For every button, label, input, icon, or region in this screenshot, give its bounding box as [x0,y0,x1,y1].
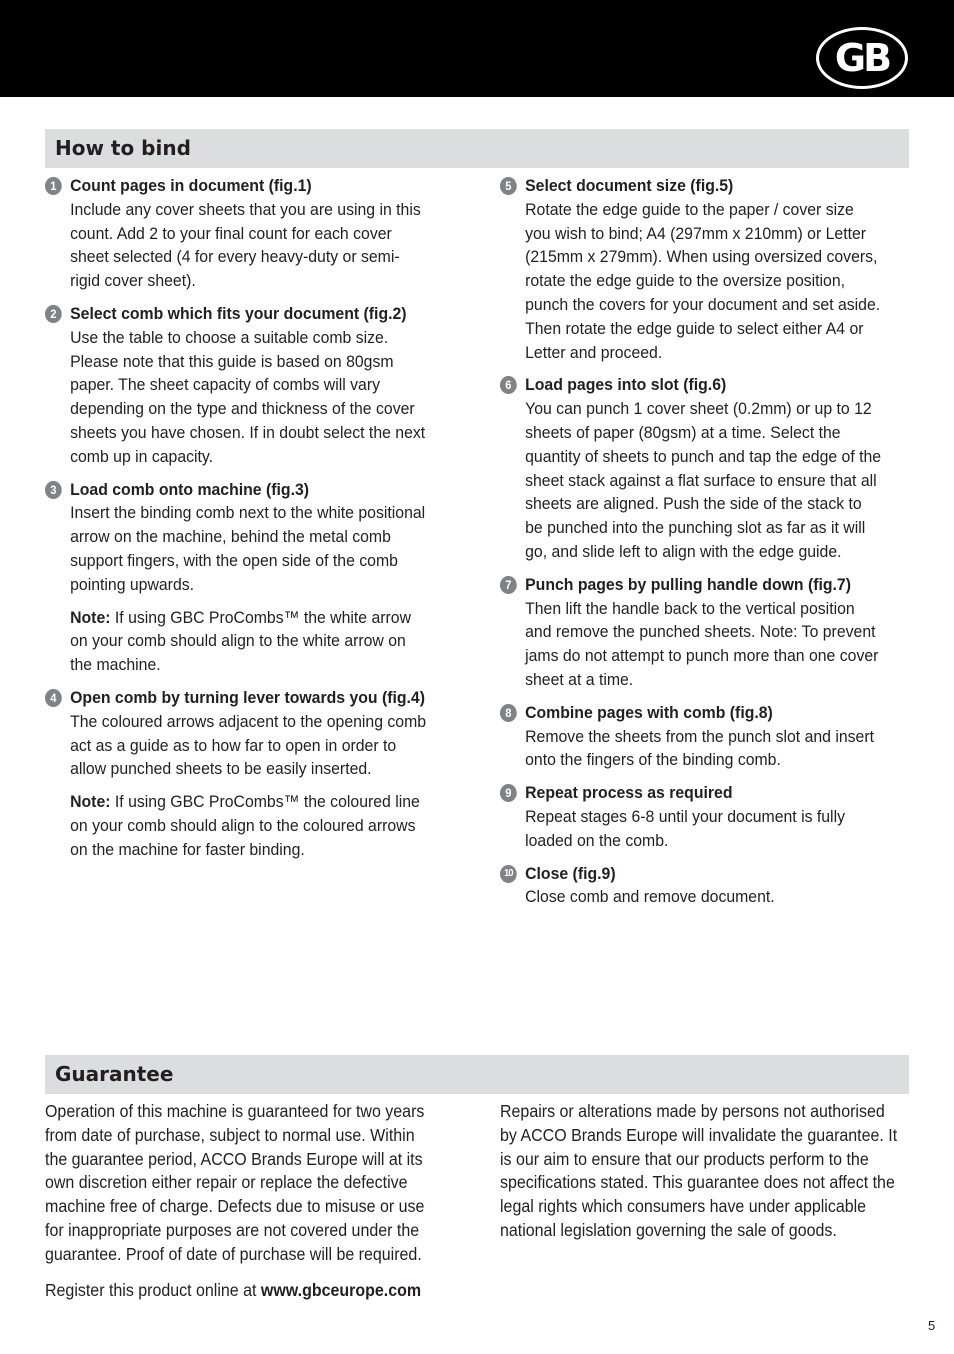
guarantee-left-column [45,1100,436,1314]
step-8 [500,701,881,772]
step-body: Close comb and remove document. [525,887,775,907]
step-number-badge: 9 [500,784,517,802]
note-label: Note: [70,792,111,812]
step-note [70,606,426,677]
step-title: Count pages in document (fig.1) [70,176,312,195]
step-title: Close (fig.9) [525,863,616,883]
step-number-badge: 6 [500,376,517,394]
step-5 [500,174,881,364]
step-title: Punch pages by pulling handle down (fig.7) [525,574,851,594]
step-number-badge: 5 [500,177,517,195]
how-to-bind-title: How to bind [55,136,191,160]
step-number-badge: 7 [500,576,517,594]
step-body: Rotate the edge guide to the paper / cover size you wish to bind; A4 (297mm x 210mm) or Letter (215mm x 279mm). When using oversized covers, rotate the edge guide to the oversize position, punch the covers for your document and set aside. Then rotate the edge guide to select either A4 or Letter and proceed. [525,199,881,362]
step-body: You can punch 1 cover sheet (0.2mm) or up to 12 sheets of paper (80gsm) at a time. Select the quantity of sheets to punch and tap the edge of the sheet stack against a flat surface to ensure that all sheets are aligned. Push the side of the stack to be punched into the punching slot as far as it will go, and slide left to align with the edge guide. [525,399,882,561]
register-url-link[interactable]: www.gbceurope.com [260,1279,422,1300]
how-to-bind-heading-bar [45,129,909,168]
step-body: Include any cover sheets that you are using in this count. Add 2 to your final count for each cover sheet selected (4 for every heavy-duty or semi-rigid cover sheet). [70,199,421,291]
step-number-badge: 2 [45,305,62,323]
step-title: Load pages into slot (fig.6) [525,375,727,395]
step-note [70,790,426,861]
step-2 [45,302,426,469]
step-4 [45,686,426,862]
step-9 [500,781,881,852]
note-text: If using GBC ProCombs™ the coloured line on your comb should align to the coloured arrows on the machine for faster binding. [70,792,420,859]
how-to-bind-right-column [500,174,881,918]
note-text: If using GBC ProCombs™ the white arrow on your comb should align to the white arrow on the machine. [70,607,412,675]
guarantee-paragraph: Operation of this machine is guaranteed for two years from date of purchase, subject to normal use. Within the guarantee period, ACCO Brands Europe will at its own discretion either repair or replace the defective machine free of charge. Defects due to misuse or use for inappropriate purposes are not covered under the guarantee. Proof of date of purchase will be required. [45,1101,425,1264]
step-number-badge: 4 [45,689,62,707]
step-title: Repeat process as required [525,783,733,803]
gb-language-badge: GB [816,27,908,89]
step-10 [500,862,881,910]
step-title: Combine pages with comb (fig.8) [525,702,773,722]
register-line [45,1279,436,1303]
guarantee-title: Guarantee [55,1062,174,1086]
step-1 [45,174,426,293]
how-to-bind-left-column [45,174,426,871]
guarantee-paragraph: Repairs or alterations made by persons not authorised by ACCO Brands Europe will invalidate the guarantee. It is our aim to ensure that our products perform to the specifications stated. This guarantee does not affect the legal rights which consumers have under applicable national legislation governing the sale of goods. [500,1101,898,1240]
guarantee-right-column [500,1100,905,1255]
guarantee-heading-bar [45,1055,909,1094]
step-7 [500,573,881,692]
step-number-badge: 10 [500,865,517,883]
step-3 [45,478,426,677]
step-6 [500,373,881,563]
note-label: Note: [70,607,111,627]
step-body: Use the table to choose a suitable comb size. Please note that this guide is based on 80gsm paper. The sheet capacity of combs will vary depending on the type and thickness of the cover sheets you have chosen. If in doubt select the next comb up in capacity. [70,327,426,466]
step-title: Load comb onto machine (fig.3) [70,479,310,499]
step-number-badge: 3 [45,481,62,499]
step-body: Then lift the handle back to the vertical position and remove the punched sheets. Note: To prevent jams do not attempt to punch more than one cover sheet at a time. [525,598,879,689]
header-bar [0,0,954,97]
step-body: Remove the sheets from the punch slot and insert onto the fingers of the binding comb. [525,726,875,770]
step-body: The coloured arrows adjacent to the opening comb act as a guide as to how far to open in order to allow punched sheets to be easily inserted. [70,711,427,779]
page-number: 5 [928,1318,936,1333]
step-number-badge: 1 [45,177,62,195]
register-text: Register this product online at [45,1279,261,1300]
step-number-badge: 8 [500,704,517,722]
step-title: Select comb which fits your document (fig.2) [70,303,407,323]
step-body: Insert the binding comb next to the white positional arrow on the machine, behind the metal comb support fingers, with the open side of the comb pointing upwards. [70,503,426,594]
step-title: Select document size (fig.5) [525,176,734,195]
step-title: Open comb by turning lever towards you (fig.4) [70,687,426,707]
step-body: Repeat stages 6-8 until your document is fully loaded on the comb. [525,806,846,850]
